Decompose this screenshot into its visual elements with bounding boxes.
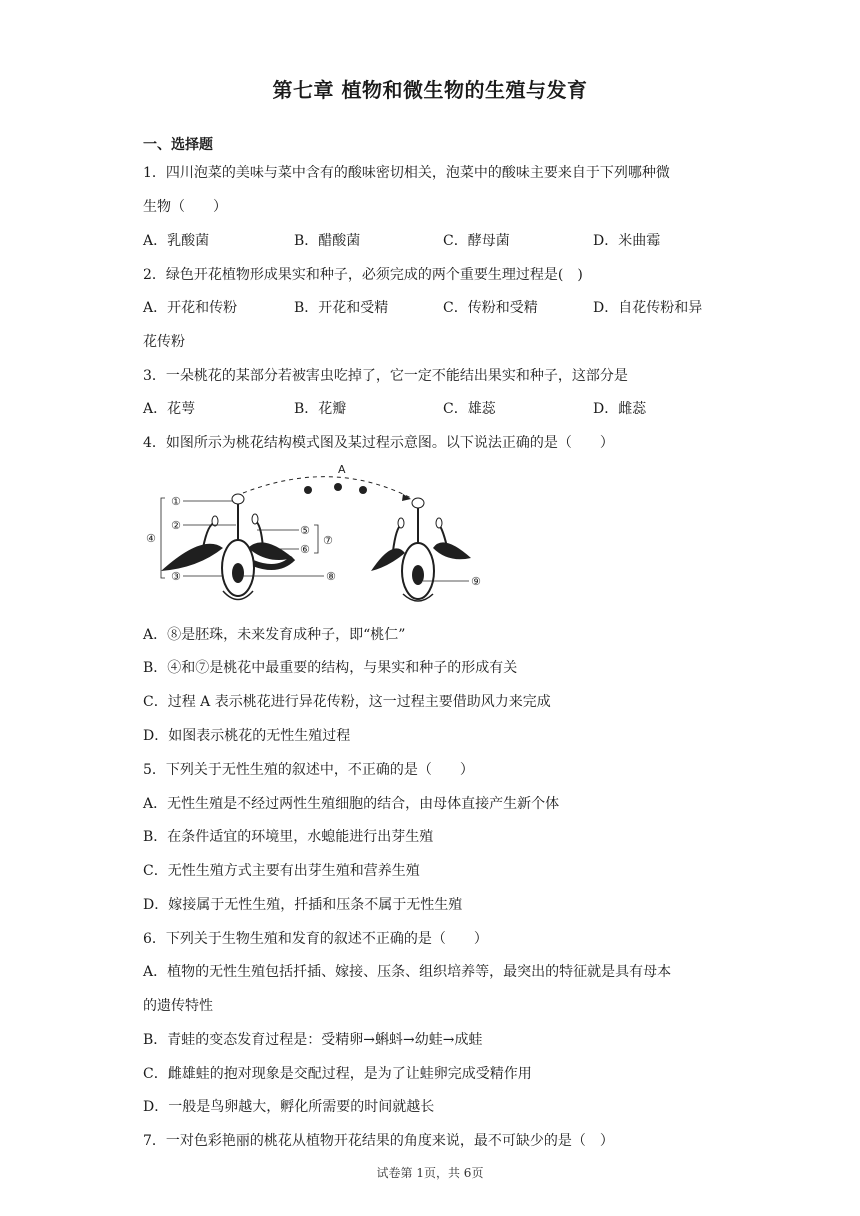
- petal-right: [248, 542, 293, 560]
- petal-left: [371, 548, 405, 571]
- flower-left: [161, 494, 293, 600]
- pollen-dot: [334, 483, 342, 491]
- stamen-left: [393, 525, 401, 551]
- diagram-label-5: ⑤: [300, 524, 310, 537]
- pollen-dot: [304, 486, 312, 494]
- question-3-stem: 3．一朵桃花的某部分若被害虫吃掉了，它一定不能结出果实和种子，这部分是: [143, 368, 628, 384]
- question-1-option-b: B．醋酸菌: [294, 233, 361, 249]
- peach-flower-diagram: [143, 463, 483, 608]
- question-4-stem: 4．如图所示为桃花结构模式图及某过程示意图。以下说法正确的是（ ）: [143, 435, 614, 451]
- anther-right: [436, 518, 442, 528]
- question-5-option-b: B．在条件适宜的环境里，水螅能进行出芽生殖: [143, 829, 434, 845]
- question-5-option-a: A．无性生殖是不经过两性生殖细胞的结合，由母体直接产生新个体: [143, 796, 560, 812]
- ovule: [232, 563, 244, 583]
- question-6-option-a: A．植物的无性生殖包括扦插、嫁接、压条、组织培养等，最突出的特征就是具有母本: [143, 964, 672, 980]
- question-2-option-a: A．开花和传粉: [143, 300, 238, 316]
- diagram-label-3: ③: [171, 570, 181, 583]
- question-1-stem-cont: 生物（ ）: [143, 199, 227, 215]
- ovule: [412, 565, 424, 585]
- diagram-label-a: A: [338, 463, 346, 476]
- question-2-stem: 2．绿色开花植物形成果实和种子，必须完成的两个重要生理过程是( ): [143, 267, 583, 283]
- question-5-stem: 5．下列关于无性生殖的叙述中，不正确的是（ ）: [143, 762, 474, 778]
- question-4-option-a: A．⑧是胚珠，未来发育成种子，即“桃仁”: [143, 627, 406, 643]
- page-title: 第七章 植物和微生物的生殖与发育: [272, 78, 588, 102]
- question-2-option-c: C．传粉和受精: [443, 300, 538, 316]
- question-2-option-d: D．自花传粉和异: [593, 300, 703, 316]
- question-2-option-b: B．开花和受精: [294, 300, 389, 316]
- question-6-stem: 6．下列关于生物生殖和发育的叙述不正确的是（ ）: [143, 931, 488, 947]
- diagram-label-1: ①: [171, 495, 181, 508]
- stigma: [412, 498, 424, 508]
- question-4-option-c: C．过程 A 表示桃花进行异花传粉，这一过程主要借助风力来完成: [143, 694, 551, 710]
- stigma: [232, 494, 244, 504]
- diagram-label-7: ⑦: [323, 534, 333, 547]
- bracket-7: [314, 525, 318, 553]
- question-5-option-c: C．无性生殖方式主要有出芽生殖和营养生殖: [143, 863, 420, 879]
- pollen-dot: [359, 486, 367, 494]
- pollination-arc: [243, 477, 411, 498]
- anther-left: [398, 518, 404, 528]
- page-footer: 试卷第 1页，共 6页: [376, 1166, 484, 1180]
- question-4-option-d: D．如图表示桃花的无性生殖过程: [143, 728, 351, 744]
- anther-right: [252, 514, 258, 524]
- anther-left: [212, 516, 218, 526]
- question-6-option-c: C．雌雄蛙的抱对现象是交配过程，是为了让蛙卵完成受精作用: [143, 1066, 532, 1082]
- section-heading: 一、选择题: [143, 137, 213, 153]
- petal-right: [433, 542, 471, 559]
- question-3-option-b: B．花瓣: [294, 401, 347, 417]
- question-3-option-a: A．花萼: [143, 401, 196, 417]
- question-6-option-a-cont: 的遗传特性: [143, 998, 213, 1014]
- question-3-option-d: D．雌蕊: [593, 401, 647, 417]
- question-2-option-d-cont: 花传粉: [143, 334, 185, 350]
- question-1-option-a: A．乳酸菌: [143, 233, 210, 249]
- question-1-option-c: C．酵母菌: [443, 233, 510, 249]
- question-6-option-d: D．一般是鸟卵越大，孵化所需要的时间就越长: [143, 1099, 435, 1115]
- question-1-option-d: D．米曲霉: [593, 233, 661, 249]
- question-6-option-b: B．青蛙的变态发育过程是：受精卵→蝌蚪→幼蛙→成蛙: [143, 1032, 483, 1048]
- question-5-option-d: D．嫁接属于无性生殖，扦插和压条不属于无性生殖: [143, 897, 463, 913]
- flower-right: [371, 498, 471, 601]
- diagram-label-9: ⑨: [471, 575, 481, 588]
- question-1-stem: 1．四川泡菜的美味与菜中含有的酸味密切相关，泡菜中的酸味主要来自于下列哪种微: [143, 165, 670, 181]
- question-3-option-c: C．雄蕊: [443, 401, 496, 417]
- diagram-label-6: ⑥: [300, 543, 310, 556]
- bracket-4: [161, 498, 165, 578]
- petal-left: [161, 544, 223, 571]
- diagram-label-4: ④: [146, 532, 156, 545]
- diagram-label-8: ⑧: [326, 570, 336, 583]
- arrow-head-icon: [402, 494, 411, 501]
- question-4-option-b: B．④和⑦是桃花中最重要的结构，与果实和种子的形成有关: [143, 660, 518, 676]
- question-7-stem: 7．一对色彩艳丽的桃花从植物开花结果的角度来说，最不可缺少的是（ ）: [143, 1133, 614, 1149]
- diagram-label-2: ②: [171, 519, 181, 532]
